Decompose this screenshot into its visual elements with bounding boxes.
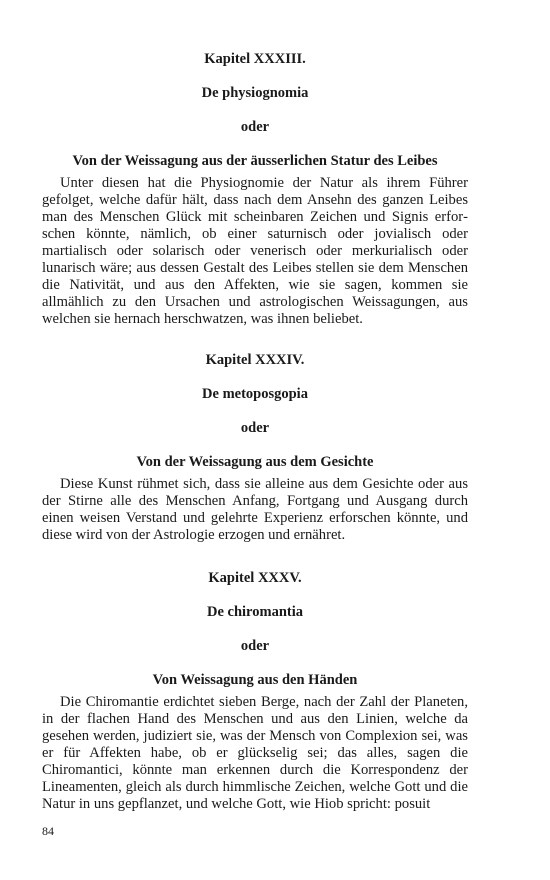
chapter-body: Unter diesen hat die Physiognomie der Natur als ihrem Führer gefolget, welche dafür hält, dass nach dem Ansehn des ganzen Leibes man des Menschen Glück mit scheinbaren Zeichen und Signis erforschen könnte, nämlich, ob einer saturnisch oder jovialisch oder martialisch oder solarisch oder venerisch oder merkurialisch oder lunarisch wäre; aus dessen Gestalt des Leibes stellen sie dem Menschen die Nativität, und aus den Affekten, wie sie sagen, kommen sie allmählich zu den Ursachen und astrologischen Weissagungen, aus welchen sie hernach herschwatzen, was ihnen beliebet. (42, 175, 468, 327)
page-number: 84 (42, 824, 54, 838)
chapter-title: Kapitel XXXIV. (205, 352, 305, 368)
chapter-body: Diese Kunst rühmet sich, dass sie alleine aus dem Gesichte oder aus der Stirne alle des Menschen Anfang, Fortgang und Ausgang durch einen weisen Verstand und gelehrte Experienz erforschen könnte, und diese wird von der Astrologie erzogen und ernähret. (42, 476, 468, 543)
chapter-oder: oder (240, 420, 270, 436)
chapter-subtitle: Von Weissagung aus den Händen (152, 672, 358, 688)
chapter-latin-title: De physiognomia (201, 85, 309, 101)
chapter-latin-title: De chiromantia (207, 604, 303, 620)
chapter-title: Kapitel XXXIII. (204, 51, 306, 67)
chapter-latin-title: De metoposgopia (202, 386, 308, 402)
chapter-body: Die Chiromantie erdichtet sieben Berge, nach der Zahl der Planeten, in der flachen Hand des Menschen und aus den Linien, welche da gesehen werden, judiziert sie, was der Mensch von Complexion sei, was er für Affekten habe, ob er glückselig sei; das alles, sagen die Chiromantici, könnte man erkennen durch die Korrespondenz der Lineamenten, gleich als durch himmlische Zeichen, welche Gott und die Natur in uns gepflanzet, und welche Gott, wie Hiob spricht: posuit (42, 694, 468, 812)
chapter-subtitle: Von der Weissagung aus der äusserlichen Statur des Leibes (72, 153, 438, 169)
chapter-title: Kapitel XXXV. (208, 570, 302, 586)
chapter-oder: oder (240, 638, 270, 654)
chapter-subtitle: Von der Weissagung aus dem Gesichte (136, 454, 374, 470)
chapter-33 (42, 50, 468, 328)
chapter-35 (42, 569, 468, 813)
chapter-oder: oder (240, 119, 270, 135)
chapter-34 (42, 351, 468, 544)
